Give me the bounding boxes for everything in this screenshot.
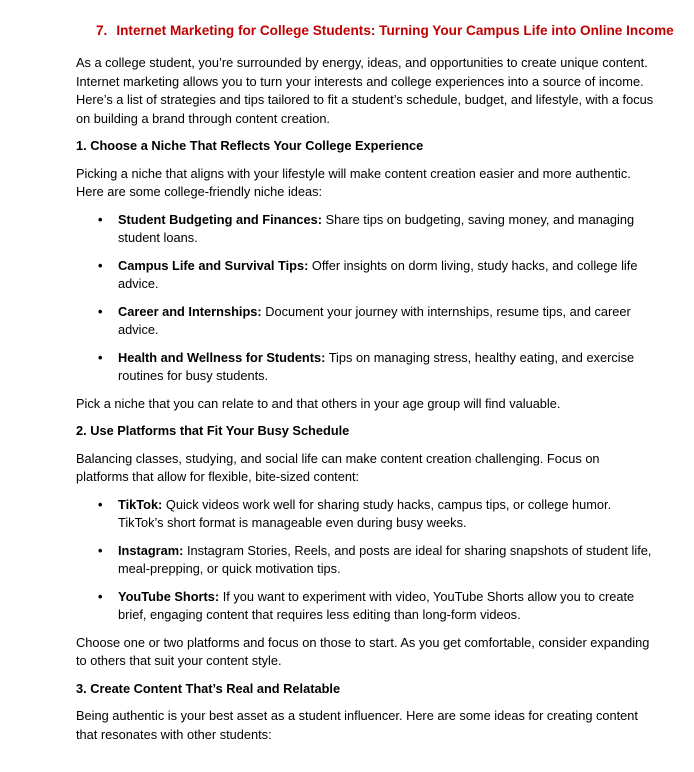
- item-term: Health and Wellness for Students:: [118, 349, 326, 365]
- title-text: Internet Marketing for College Students: Turning Your Campus Life into Online Income: [116, 23, 674, 38]
- bullet-icon: •: [98, 303, 103, 319]
- section-heading: 3. Create Content That’s Real and Relatable: [76, 680, 341, 696]
- bullet-icon: •: [98, 257, 103, 273]
- bullet-icon: •: [98, 542, 103, 558]
- list-item: [76, 257, 654, 294]
- list-item: [76, 349, 654, 386]
- item-text: Document your journey with internships, resume tips, and career advice.: [118, 303, 631, 337]
- document-title: [96, 21, 674, 40]
- item-text: Quick videos work well for sharing study hacks, campus tips, or college humor. TikTok’s short format is manageable even during busy weeks.: [118, 496, 612, 530]
- platform-list: [76, 496, 654, 625]
- section-lead: Picking a niche that aligns with your lifestyle will make content creation easier and more authentic. Here are some college-friendly niche ideas:: [76, 165, 631, 199]
- item-term: YouTube Shorts:: [118, 588, 220, 604]
- intro-paragraph: As a college student, you’re surrounded by energy, ideas, and opportunities to create unique content. Internet marketing allows you to turn your interests and college experiences into a source of income. Here’s a list of strategies and tips tailored to fit a student’s schedule, budget, and lifestyle, with a focus on building a brand through content creation.: [76, 55, 654, 126]
- item-text: Instagram Stories, Reels, and posts are ideal for sharing snapshots of student life, meal-prepping, or quick motivation tips.: [118, 542, 652, 576]
- title-number: 7.: [96, 23, 108, 38]
- list-item: [76, 496, 654, 533]
- list-item: [76, 542, 654, 579]
- section-closing: Choose one or two platforms and focus on those to start. As you get comfortable, consider expanding to others that suit your content style.: [76, 634, 650, 668]
- list-item: [76, 588, 654, 625]
- niche-list: [76, 211, 654, 386]
- section-lead: Being authentic is your best asset as a student influencer. Here are some ideas for creating content that resonates with other students:: [76, 708, 638, 742]
- item-text: Tips on managing stress, healthy eating, and exercise routines for busy students.: [118, 349, 635, 383]
- item-term: TikTok:: [118, 496, 163, 512]
- item-term: Campus Life and Survival Tips:: [118, 257, 309, 273]
- list-item: [76, 303, 654, 340]
- section-heading: 2. Use Platforms that Fit Your Busy Schedule: [76, 423, 350, 438]
- item-term: Career and Internships:: [118, 303, 262, 319]
- item-term: Instagram:: [118, 542, 184, 558]
- bullet-icon: •: [98, 496, 103, 512]
- item-text: Share tips on budgeting, saving money, and managing student loans.: [118, 211, 635, 245]
- item-term: Student Budgeting and Finances:: [118, 211, 323, 227]
- bullet-icon: •: [98, 588, 103, 604]
- item-text: If you want to experiment with video, YouTube Shorts allow you to create brief, engaging content that requires less editing than long-form videos.: [118, 588, 635, 622]
- section-lead: Balancing classes, studying, and social life can make content creation challenging. Focus on platforms that allow for flexible, bite-sized content:: [76, 450, 600, 484]
- section-heading: 1. Choose a Niche That Reflects Your College Experience: [76, 138, 424, 153]
- bullet-icon: •: [98, 211, 103, 227]
- list-item: [76, 211, 654, 248]
- bullet-icon: •: [98, 349, 103, 365]
- item-text: Offer insights on dorm living, study hacks, and college life advice.: [118, 257, 638, 291]
- section-closing: Pick a niche that you can relate to and that others in your age group will find valuable.: [76, 395, 561, 411]
